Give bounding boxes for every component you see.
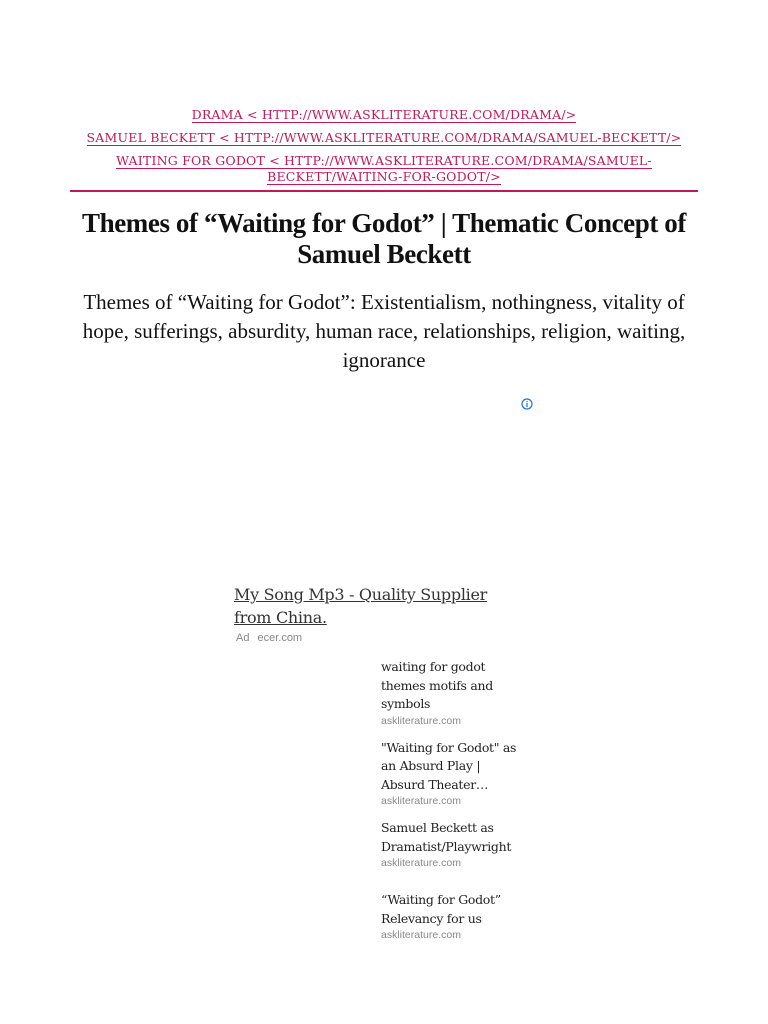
ad-info-icon[interactable] [521, 398, 533, 410]
breadcrumb [70, 107, 698, 186]
related-link-title-line: symbols [381, 696, 431, 711]
related-link-title-line: Samuel Beckett as [381, 820, 494, 835]
related-link-title-line: waiting for godot [381, 659, 486, 674]
page-subtitle-line3: ignorance [342, 348, 426, 372]
ad-domain[interactable]: ecer.com [257, 632, 303, 644]
related-link[interactable] [381, 658, 526, 727]
related-link-title-line: Dramatist/Playwright [381, 838, 512, 854]
related-link-title [381, 891, 526, 928]
related-link[interactable] [381, 891, 526, 941]
ad-meta [236, 632, 302, 644]
related-link-title-line: Relevancy for us [381, 910, 482, 926]
related-links-list [381, 658, 526, 950]
related-link[interactable] [381, 819, 526, 869]
related-link[interactable] [381, 739, 526, 808]
page-subtitle-line2: hope, sufferings, absurdity, human race, relationships, religion, waiting, [82, 319, 686, 343]
related-link-title-line: "Waiting for Godot" as [381, 739, 517, 755]
ad-headline-line2: from China. [234, 608, 327, 627]
page-subtitle-line1: Themes of “Waiting for Godot”: Existentialism, nothingness, vitality of [83, 290, 685, 314]
page-title [60, 208, 708, 270]
related-link-source: askliterature.com [381, 929, 461, 941]
breadcrumb-divider [70, 190, 698, 192]
breadcrumb-label-line1: WAITING FOR GODOT < HTTP://WWW.ASKLITERATURE.COM/DRAMA/SAMUEL- [116, 153, 652, 168]
related-link-source: askliterature.com [381, 857, 461, 869]
breadcrumb-label: DRAMA < HTTP://WWW.ASKLITERATURE.COM/DRAMA/> [191, 107, 577, 122]
related-link-title-line: themes motifs and [381, 677, 493, 693]
related-link-title-line: “Waiting for Godot” [381, 892, 501, 907]
breadcrumb-link-waiting-for-godot[interactable] [70, 153, 698, 186]
breadcrumb-label-line2: BECKETT/WAITING-FOR-GODOT/> [267, 169, 501, 184]
page-title-line2: Samuel Beckett [297, 239, 471, 269]
ad-headline-line1: My Song Mp3 - Quality Supplier [234, 585, 487, 604]
ad-headline-link[interactable] [234, 583, 514, 629]
page-title-line1: Themes of “Waiting for Godot” | Thematic Concept of [81, 208, 686, 238]
breadcrumb-link-drama[interactable] [70, 107, 698, 124]
page-subtitle [70, 288, 698, 375]
ad-label: Ad [236, 632, 250, 644]
related-link-title-line: Absurd Theater… [381, 776, 489, 792]
breadcrumb-label: SAMUEL BECKETT < HTTP://WWW.ASKLITERATURE.COM/DRAMA/SAMUEL-BECKETT/> [86, 130, 682, 145]
related-link-title [381, 739, 526, 795]
related-link-source: askliterature.com [381, 795, 461, 807]
related-link-title [381, 819, 526, 856]
related-link-title [381, 658, 526, 714]
related-link-title-line: an Absurd Play | [381, 758, 481, 773]
breadcrumb-link-samuel-beckett[interactable] [70, 130, 698, 147]
related-link-source: askliterature.com [381, 714, 461, 727]
